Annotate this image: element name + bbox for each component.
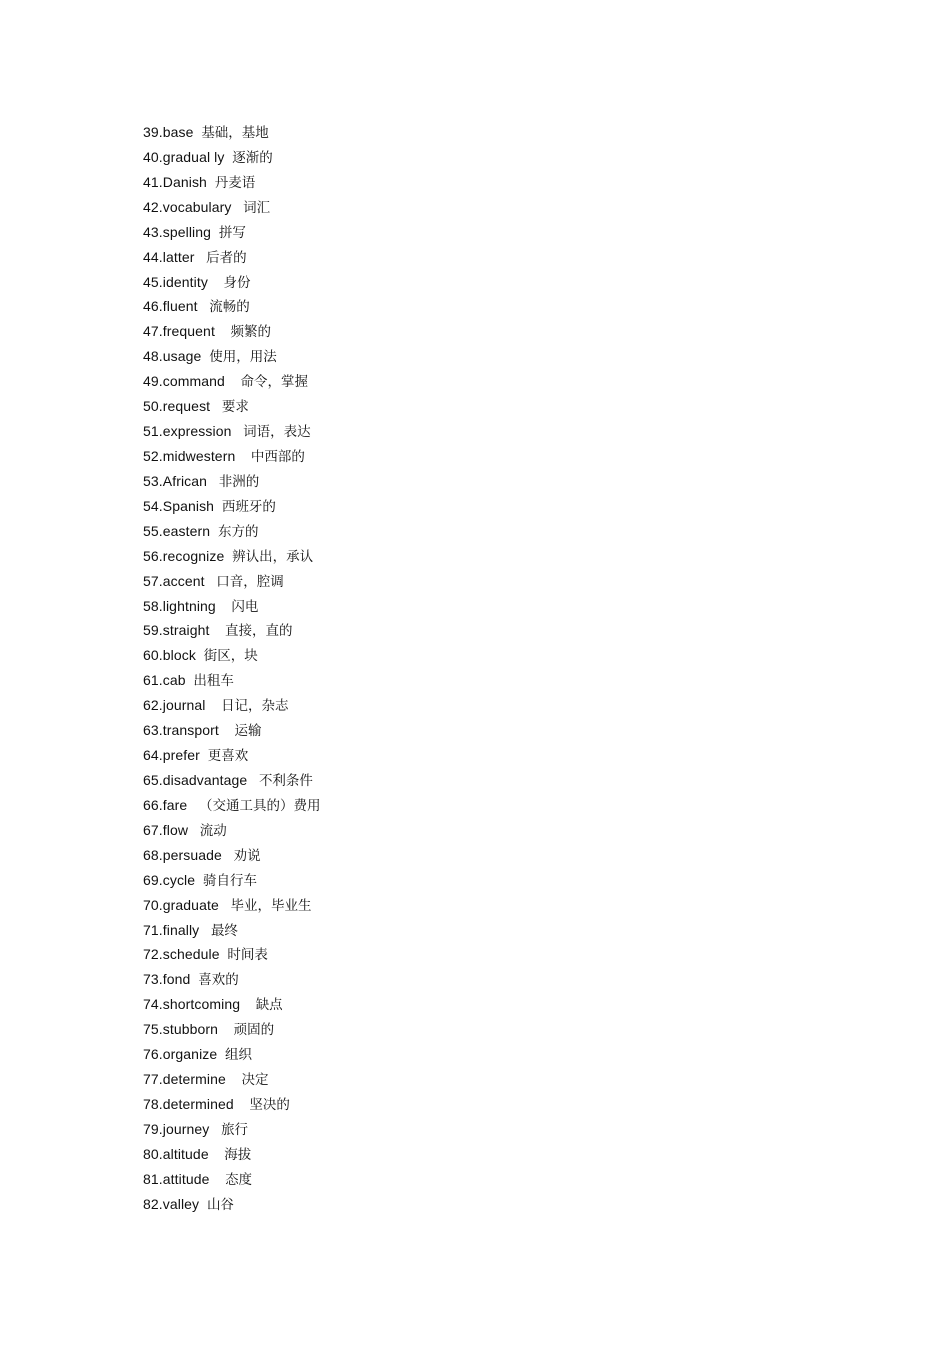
- entry-meaning: 时间表: [227, 947, 268, 964]
- entry-spacer: [195, 249, 207, 265]
- entry-term: 60.block: [143, 647, 196, 664]
- entry-spacer: [226, 1071, 242, 1087]
- entry-term: 67.flow: [143, 821, 189, 838]
- entry-meaning: 最终: [210, 922, 238, 939]
- entry-spacer: [225, 373, 241, 389]
- entry-spacer: [219, 722, 235, 738]
- entry-term: 57.accent: [143, 572, 205, 589]
- entry-term: 65.disadvantage: [143, 771, 248, 788]
- entry-term: 58.lightning: [143, 597, 216, 614]
- entry-meaning: 街区，块: [203, 648, 258, 665]
- entry-term: 66.fare: [143, 796, 188, 813]
- entry-meaning: 西班牙的: [221, 498, 276, 515]
- entry-spacer: [234, 1096, 250, 1112]
- entry-term: 78.determined: [143, 1095, 234, 1112]
- vocabulary-entry: [143, 245, 320, 270]
- entry-meaning: 逐渐的: [232, 149, 273, 166]
- entry-meaning: 直接，直的: [225, 623, 293, 640]
- entry-spacer: [187, 797, 199, 813]
- vocabulary-entry: [143, 1017, 320, 1042]
- entry-term: 77.determine: [143, 1071, 226, 1088]
- entry-term: 44.latter: [143, 248, 195, 265]
- entry-term: 73.fond: [143, 971, 191, 988]
- entry-meaning: 丹麦语: [214, 174, 256, 191]
- entry-spacer: [207, 174, 215, 190]
- entry-meaning: 海拔: [224, 1146, 252, 1163]
- entry-term: 74.shortcoming: [143, 996, 241, 1013]
- entry-meaning: 决定: [241, 1072, 269, 1089]
- entry-meaning: 不利条件: [258, 772, 313, 789]
- entry-term: 59.straight: [143, 622, 210, 639]
- vocabulary-entry: [143, 1092, 320, 1117]
- vocabulary-entry: [143, 743, 320, 768]
- entry-meaning: 缺点: [255, 997, 283, 1014]
- entry-meaning: （交通工具的）费用: [198, 797, 321, 814]
- entry-spacer: [209, 1121, 221, 1137]
- entry-spacer: [231, 423, 243, 439]
- vocabulary-entry: [143, 1067, 320, 1092]
- vocabulary-entry: [143, 643, 320, 668]
- vocabulary-entry: [143, 145, 320, 170]
- entry-spacer: [247, 772, 259, 788]
- entry-spacer: [240, 996, 256, 1012]
- vocabulary-entry: [143, 494, 320, 519]
- entry-meaning: 命令，掌握: [240, 374, 308, 391]
- entry-term: 45.identity: [143, 273, 208, 290]
- entry-meaning: 拼写: [218, 224, 246, 241]
- entry-meaning: 中西部的: [250, 448, 305, 465]
- entry-meaning: 出租车: [193, 673, 234, 690]
- entry-spacer: [199, 1196, 207, 1212]
- entry-spacer: [235, 448, 251, 464]
- entry-meaning: 旅行: [221, 1121, 249, 1138]
- vocabulary-entry: [143, 843, 320, 868]
- entry-term: 72.schedule: [143, 946, 220, 963]
- vocabulary-entry: [143, 942, 320, 967]
- entry-spacer: [219, 897, 231, 913]
- vocabulary-entry: [143, 1117, 320, 1142]
- entry-spacer: [217, 1046, 225, 1062]
- entry-spacer: [188, 822, 200, 838]
- entry-term: 62.journal: [143, 697, 206, 714]
- entry-term: 82.valley: [143, 1195, 200, 1212]
- entry-meaning: 使用，用法: [209, 349, 277, 366]
- entry-meaning: 东方的: [217, 523, 259, 540]
- vocabulary-entry: [143, 693, 320, 718]
- entry-term: 56.recognize: [143, 547, 225, 564]
- entry-meaning: 流畅的: [209, 299, 250, 316]
- vocabulary-entry: [143, 967, 320, 992]
- vocabulary-entry: [143, 868, 320, 893]
- entry-meaning: 山谷: [206, 1196, 234, 1213]
- vocabulary-entry: [143, 1167, 320, 1192]
- vocabulary-entry: [143, 369, 320, 394]
- entry-term: 40.gradual ly: [143, 148, 225, 165]
- entry-meaning: 坚决的: [249, 1096, 290, 1113]
- entry-meaning: 频繁的: [230, 324, 271, 341]
- vocabulary-entry: [143, 220, 320, 245]
- vocabulary-entry: [143, 1042, 320, 1067]
- vocabulary-entry: [143, 344, 320, 369]
- entry-meaning: 身份: [223, 274, 251, 291]
- entry-spacer: [205, 573, 217, 589]
- vocabulary-entry: [143, 519, 320, 544]
- entry-spacer: [215, 323, 231, 339]
- entry-term: 55.eastern: [143, 522, 211, 539]
- entry-term: 61.cab: [143, 672, 186, 689]
- entry-meaning: 流动: [199, 822, 227, 839]
- entry-term: 70.graduate: [143, 896, 219, 913]
- entry-spacer: [231, 199, 243, 215]
- entry-term: 80.altitude: [143, 1145, 209, 1162]
- entry-meaning: 日记，杂志: [221, 698, 289, 715]
- vocabulary-entry: [143, 319, 320, 344]
- vocabulary-entry: [143, 195, 320, 220]
- vocabulary-entry: [143, 718, 320, 743]
- entry-meaning: 骑自行车: [202, 872, 257, 889]
- vocabulary-entry: [143, 768, 320, 793]
- entry-meaning: 劝说: [233, 847, 261, 864]
- entry-meaning: 更喜欢: [207, 748, 249, 765]
- entry-spacer: [214, 498, 222, 514]
- entry-spacer: [209, 1146, 225, 1162]
- entry-spacer: [208, 274, 224, 290]
- entry-spacer: [200, 747, 208, 763]
- entry-spacer: [216, 598, 232, 614]
- entry-term: 79.journey: [143, 1120, 210, 1137]
- entry-term: 51.expression: [143, 423, 232, 440]
- entry-spacer: [222, 847, 234, 863]
- vocabulary-entry: [143, 170, 320, 195]
- entry-spacer: [224, 548, 232, 564]
- vocabulary-entry: [143, 992, 320, 1017]
- entry-meaning: 态度: [225, 1171, 253, 1188]
- entry-spacer: [218, 1021, 234, 1037]
- entry-spacer: [209, 622, 225, 638]
- entry-spacer: [210, 523, 218, 539]
- vocabulary-entry: [143, 1192, 320, 1217]
- entry-spacer: [211, 224, 219, 240]
- entry-term: 49.command: [143, 373, 225, 390]
- entry-term: 71.finally: [143, 921, 200, 938]
- entry-meaning: 辨认出，承认: [232, 548, 314, 565]
- entry-spacer: [210, 398, 222, 414]
- entry-term: 43.spelling: [143, 223, 212, 240]
- vocabulary-entry: [143, 594, 320, 619]
- entry-term: 46.fluent: [143, 298, 198, 315]
- entry-spacer: [210, 1171, 226, 1187]
- vocabulary-entry: [143, 469, 320, 494]
- vocabulary-entry: [143, 668, 320, 693]
- entry-meaning: 闪电: [231, 598, 259, 615]
- entry-spacer: [207, 473, 219, 489]
- vocabulary-entry: [143, 793, 320, 818]
- entry-meaning: 要求: [221, 399, 249, 416]
- entry-term: 54.Spanish: [143, 497, 215, 514]
- vocabulary-entry: [143, 544, 320, 569]
- vocabulary-entry: [143, 818, 320, 843]
- entry-meaning: 口音，腔调: [216, 573, 284, 590]
- vocabulary-entry: [143, 918, 320, 943]
- entry-term: 42.vocabulary: [143, 198, 232, 215]
- entry-meaning: 后者的: [206, 249, 247, 266]
- vocabulary-entry: [143, 1142, 320, 1167]
- entry-spacer: [195, 872, 203, 888]
- entry-spacer: [199, 922, 211, 938]
- entry-meaning: 喜欢的: [198, 972, 239, 989]
- entry-term: 48.usage: [143, 348, 202, 365]
- entry-term: 64.prefer: [143, 747, 200, 764]
- entry-spacer: [196, 647, 204, 663]
- vocabulary-entry: [143, 569, 320, 594]
- entry-meaning: 毕业，毕业生: [230, 897, 312, 914]
- entry-term: 41.Danish: [143, 173, 207, 190]
- entry-spacer: [206, 697, 222, 713]
- entry-term: 52.midwestern: [143, 447, 236, 464]
- vocabulary-list: [143, 120, 320, 1217]
- entry-meaning: 词语，表达: [243, 424, 311, 441]
- entry-term: 75.stubborn: [143, 1021, 219, 1038]
- entry-term: 53.African: [143, 472, 208, 489]
- vocabulary-entry: [143, 618, 320, 643]
- entry-term: 47.frequent: [143, 323, 215, 340]
- entry-term: 63.transport: [143, 722, 219, 739]
- vocabulary-entry: [143, 120, 320, 145]
- entry-term: 50.request: [143, 398, 211, 415]
- vocabulary-entry: [143, 419, 320, 444]
- entry-meaning: 运输: [234, 723, 262, 740]
- entry-term: 76.organize: [143, 1046, 218, 1063]
- vocabulary-entry: [143, 444, 320, 469]
- entry-meaning: 词汇: [243, 199, 271, 216]
- vocabulary-entry: [143, 893, 320, 918]
- entry-term: 68.persuade: [143, 846, 222, 863]
- vocabulary-entry: [143, 270, 320, 295]
- entry-term: 39.base: [143, 124, 194, 140]
- vocabulary-entry: [143, 394, 320, 419]
- entry-term: 81.attitude: [143, 1170, 210, 1187]
- entry-meaning: 组织: [225, 1047, 253, 1064]
- entry-term: 69.cycle: [143, 871, 196, 888]
- entry-spacer: [198, 298, 210, 314]
- entry-meaning: 非洲的: [218, 473, 260, 490]
- entry-meaning: 基础，基地: [201, 125, 269, 141]
- vocabulary-entry: [143, 294, 320, 319]
- entry-meaning: 顽固的: [233, 1022, 275, 1039]
